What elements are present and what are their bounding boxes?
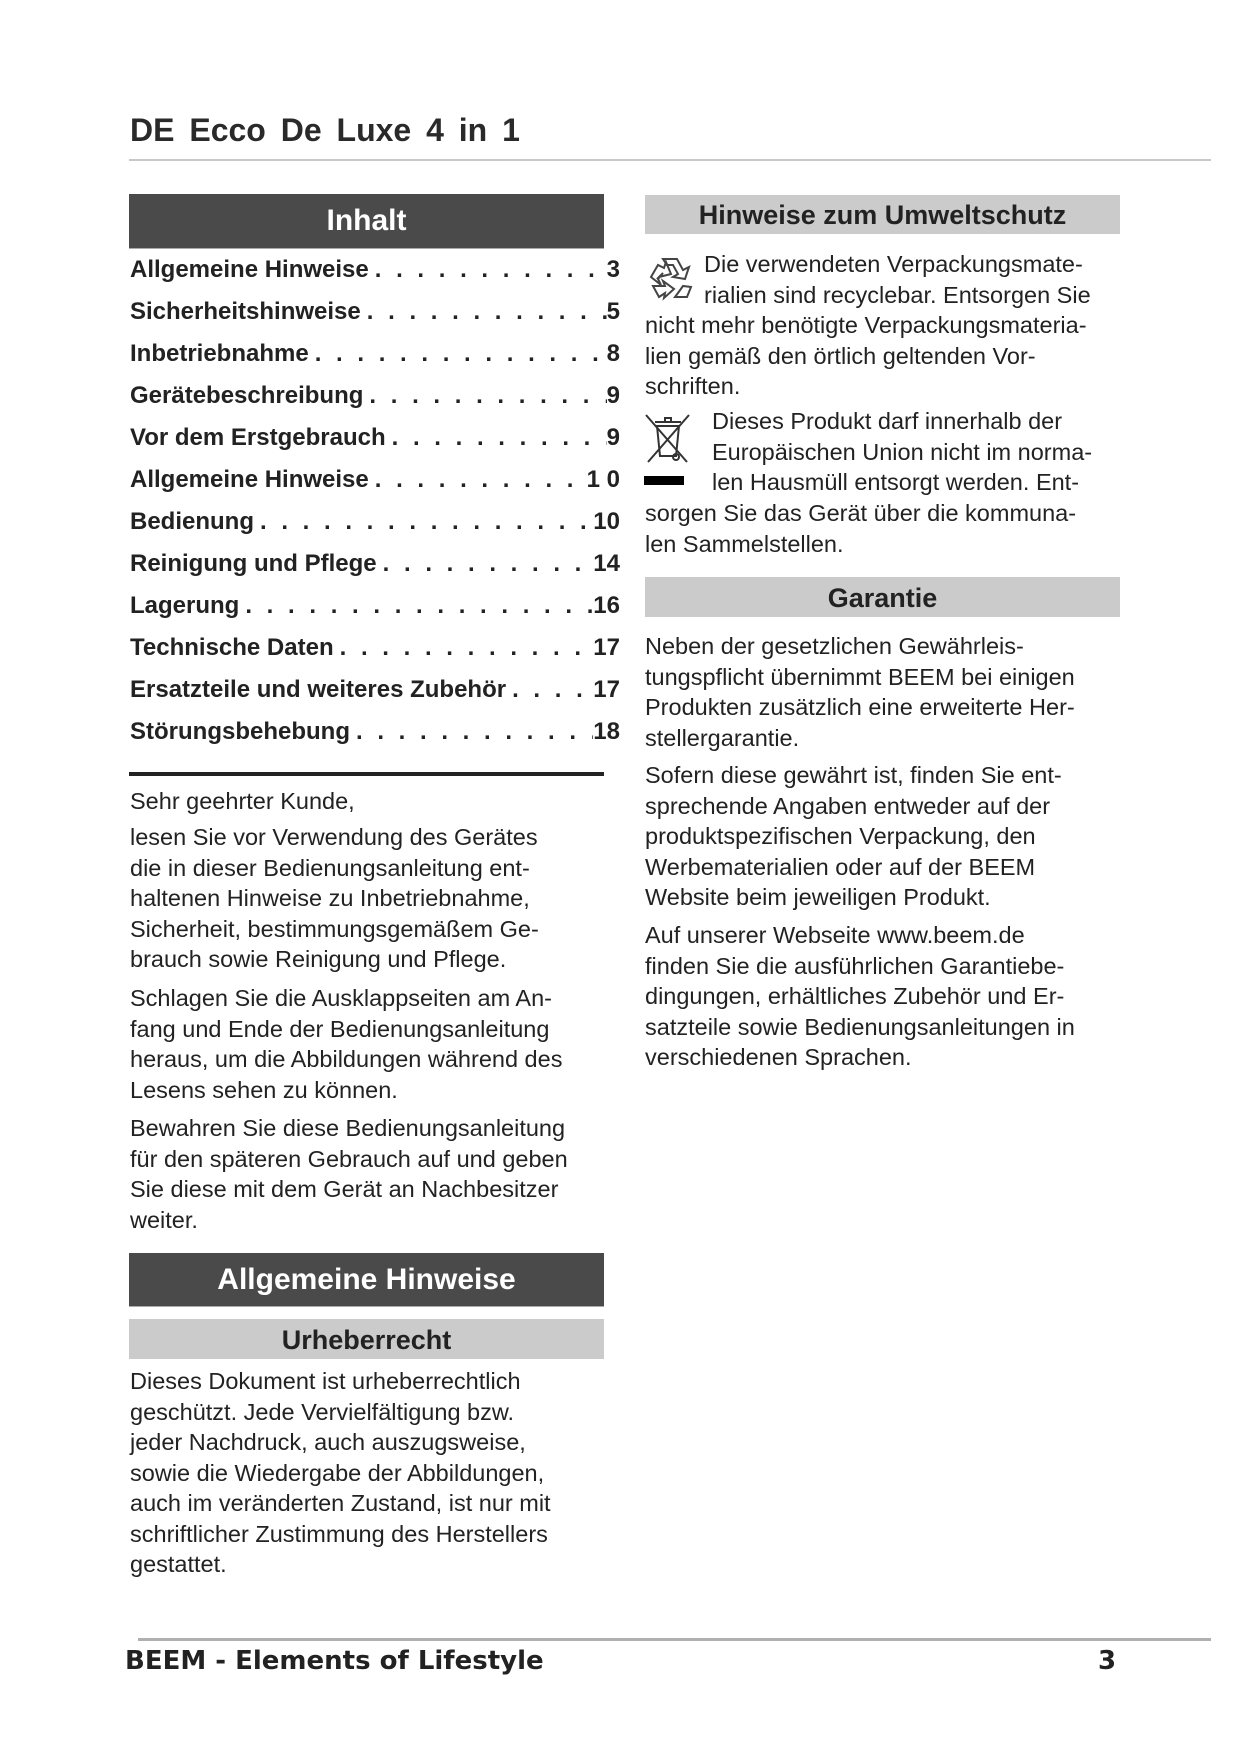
recycle-text	[645, 310, 1125, 402]
toc-entry-page: 10	[593, 508, 620, 535]
toc-leader-dots	[369, 466, 587, 494]
toc-entry-page: 5	[606, 298, 620, 325]
page-title: DE Ecco De Luxe 4 in 1	[130, 112, 520, 148]
text-line: für den späteren Gebrauch auf und geben	[130, 1145, 568, 1172]
toc-leader-dots	[363, 382, 606, 410]
toc-entry[interactable]	[130, 508, 620, 550]
toc-leader-dots	[361, 298, 607, 326]
toc-entry-label: Lagerung	[130, 592, 240, 619]
toc-entry-label: Reinigung und Pflege	[130, 550, 377, 577]
toc-entry-page: 17	[593, 676, 620, 703]
text-line: nicht mehr benötigte Verpackungsmateria-	[645, 312, 1087, 338]
toc-entry-page: 16	[593, 592, 620, 619]
toc-leader-dots	[309, 340, 607, 368]
toc-entry-label: Vor dem Erstgebrauch	[130, 424, 386, 451]
toc-leader-dots	[377, 550, 594, 578]
toc-entry-page: 17	[593, 634, 620, 661]
recycle-text-indented	[704, 249, 1124, 310]
toc-leader-dots	[506, 676, 593, 704]
text-line: haltenen Hinweise zu Inbetriebnahme,	[130, 885, 530, 911]
text-line: finden Sie die ausführlichen Garantiebe-	[645, 952, 1065, 979]
toc-entry-page: 9	[606, 424, 620, 451]
toc-entry[interactable]	[130, 718, 620, 760]
text-line: die in dieser Bedienungsanleitung ent-	[130, 854, 530, 881]
toc-entry[interactable]	[130, 592, 620, 634]
table-of-contents	[130, 256, 620, 760]
toc-entry[interactable]	[130, 634, 620, 676]
text-line: Sie diese mit dem Gerät an Nachbesitzer	[130, 1176, 559, 1202]
text-line: lesen Sie vor Verwendung des Gerätes	[130, 824, 538, 850]
toc-entry-page: 1 0	[586, 466, 620, 493]
greeting	[130, 786, 610, 817]
toc-entry-page: 3	[606, 256, 620, 283]
weee-text	[645, 498, 1125, 559]
text-line: sprechende Angaben entweder auf der	[645, 792, 1051, 819]
toc-entry[interactable]	[130, 466, 620, 508]
page-number: 3	[1098, 1646, 1117, 1676]
toc-entry-label: Allgemeine Hinweise	[130, 466, 369, 493]
toc-entry-label: Bedienung	[130, 508, 254, 535]
text-line: schriften.	[645, 373, 741, 399]
text-line: Europäischen Union nicht im norma-	[712, 438, 1093, 465]
text-line: geschützt. Jede Vervielfältigung bzw.	[130, 1398, 515, 1425]
text-line: Werbematerialien oder auf der BEEM	[645, 853, 1036, 880]
toc-entry-label: Technische Daten	[130, 634, 334, 661]
text-line: jeder Nachdruck, auch auszugsweise,	[130, 1429, 526, 1455]
text-line: sorgen Sie das Gerät über die kommuna-	[645, 500, 1077, 526]
toc-entry[interactable]	[130, 382, 620, 424]
text-line: Die verwendeten Verpackungsmate-	[704, 251, 1083, 277]
toc-entry-label: Ersatzteile und weiteres Zubehör	[130, 676, 507, 703]
toc-entry-label: Störungsbehebung	[130, 718, 350, 745]
subsection-heading-copyright: Urheberrecht	[129, 1319, 604, 1359]
text-line: Sofern diese gewährt ist, finden Sie ent-	[645, 762, 1062, 788]
copyright-text	[130, 1366, 610, 1580]
text-line: Schlagen Sie die Ausklappseiten am An-	[130, 985, 552, 1011]
text-line: len Sammelstellen.	[645, 530, 844, 557]
toc-entry-page: 18	[593, 718, 620, 745]
text-line: Dieses Produkt darf innerhalb der	[712, 408, 1063, 434]
text-line: Dieses Dokument ist urheberrechtlich	[130, 1368, 521, 1394]
text-line: Neben der gesetzlichen Gewährleis-	[645, 633, 1024, 659]
text-line: Sicherheit, bestimmungsgemäßem Ge-	[130, 915, 539, 942]
toc-entry-label: Sicherheitshinweise	[130, 298, 361, 325]
header-divider	[129, 159, 1211, 161]
text-line: rialien sind recyclebar. Entsorgen Sie	[704, 281, 1091, 308]
weee-text-indented	[712, 406, 1132, 498]
text-line: Produkten zusätzlich eine erweiterte Her-	[645, 694, 1075, 720]
intro-paragraph-3	[130, 1113, 610, 1235]
toc-leader-dots	[386, 424, 607, 452]
toc-entry[interactable]	[130, 676, 620, 718]
text-line: satzteile sowie Bedienungsanleitungen in	[645, 1013, 1075, 1040]
text-line: len Hausmüll entsorgt werden. Ent-	[712, 469, 1080, 495]
toc-entry-page: 14	[593, 550, 620, 577]
intro-paragraph-1	[130, 822, 610, 975]
section-heading-environment: Hinweise zum Umweltschutz	[645, 195, 1120, 234]
text-line: fang und Ende der Bedienungsanleitung	[130, 1015, 550, 1042]
toc-entry-label: Allgemeine Hinweise	[130, 256, 369, 283]
toc-leader-dots	[350, 718, 593, 746]
toc-leader-dots	[239, 592, 593, 620]
text-line: verschiedenen Sprachen.	[645, 1044, 912, 1070]
toc-entry[interactable]	[130, 298, 620, 340]
footer-divider	[138, 1638, 1211, 1641]
crossed-bin-icon	[643, 412, 693, 488]
toc-entry[interactable]	[130, 550, 620, 592]
toc-leader-dots	[254, 508, 593, 536]
text-line: Lesens sehen zu können.	[130, 1076, 398, 1103]
text-line: weiter.	[130, 1206, 198, 1233]
text-line: schriftlicher Zustimmung des Herstellers	[130, 1520, 548, 1547]
toc-entry-label: Gerätebeschreibung	[130, 382, 364, 409]
toc-leader-dots	[334, 634, 594, 662]
toc-entry[interactable]	[130, 256, 620, 298]
text-line: tungspflicht übernimmt BEEM bei einigen	[645, 663, 1075, 690]
text-line: Auf unserer Webseite www.beem.de	[645, 922, 1025, 948]
text-line: brauch sowie Reinigung und Pflege.	[130, 946, 507, 972]
text-line: Sehr geehrter Kunde,	[130, 788, 355, 814]
toc-divider	[129, 772, 604, 776]
toc-entry[interactable]	[130, 424, 620, 466]
recycle-icon	[645, 253, 695, 303]
intro-paragraph-2	[130, 983, 610, 1105]
warranty-paragraph-3	[645, 920, 1125, 1073]
text-line: lien gemäß den örtlich geltenden Vor-	[645, 342, 1036, 369]
text-line: heraus, um die Abbildungen während des	[130, 1046, 563, 1072]
text-line: sowie die Wiedergabe der Abbildungen,	[130, 1459, 545, 1486]
toc-heading: Inhalt	[129, 194, 604, 248]
section-heading-warranty: Garantie	[645, 577, 1120, 617]
text-line: dingungen, erhältliches Zubehör und Er-	[645, 983, 1065, 1009]
warranty-paragraph-2	[645, 760, 1125, 913]
toc-leader-dots	[369, 256, 607, 284]
toc-entry[interactable]	[130, 340, 620, 382]
toc-entry-label: Inbetriebnahme	[130, 340, 309, 367]
text-line: produktspezifischen Verpackung, den	[645, 823, 1036, 849]
text-line: gestattet.	[130, 1551, 227, 1577]
warranty-paragraph-1	[645, 631, 1125, 753]
text-line: auch im veränderten Zustand, ist nur mit	[130, 1490, 551, 1516]
text-line: Website beim jeweiligen Produkt.	[645, 884, 991, 910]
toc-entry-page: 8	[606, 340, 620, 367]
section-heading-general: Allgemeine Hinweise	[129, 1253, 604, 1306]
toc-entry-page: 9	[606, 382, 620, 409]
footer-brand: BEEM - Elements of Lifestyle	[125, 1646, 544, 1676]
text-line: Bewahren Sie diese Bedienungsanleitung	[130, 1115, 566, 1141]
text-line: stellergarantie.	[645, 724, 800, 751]
